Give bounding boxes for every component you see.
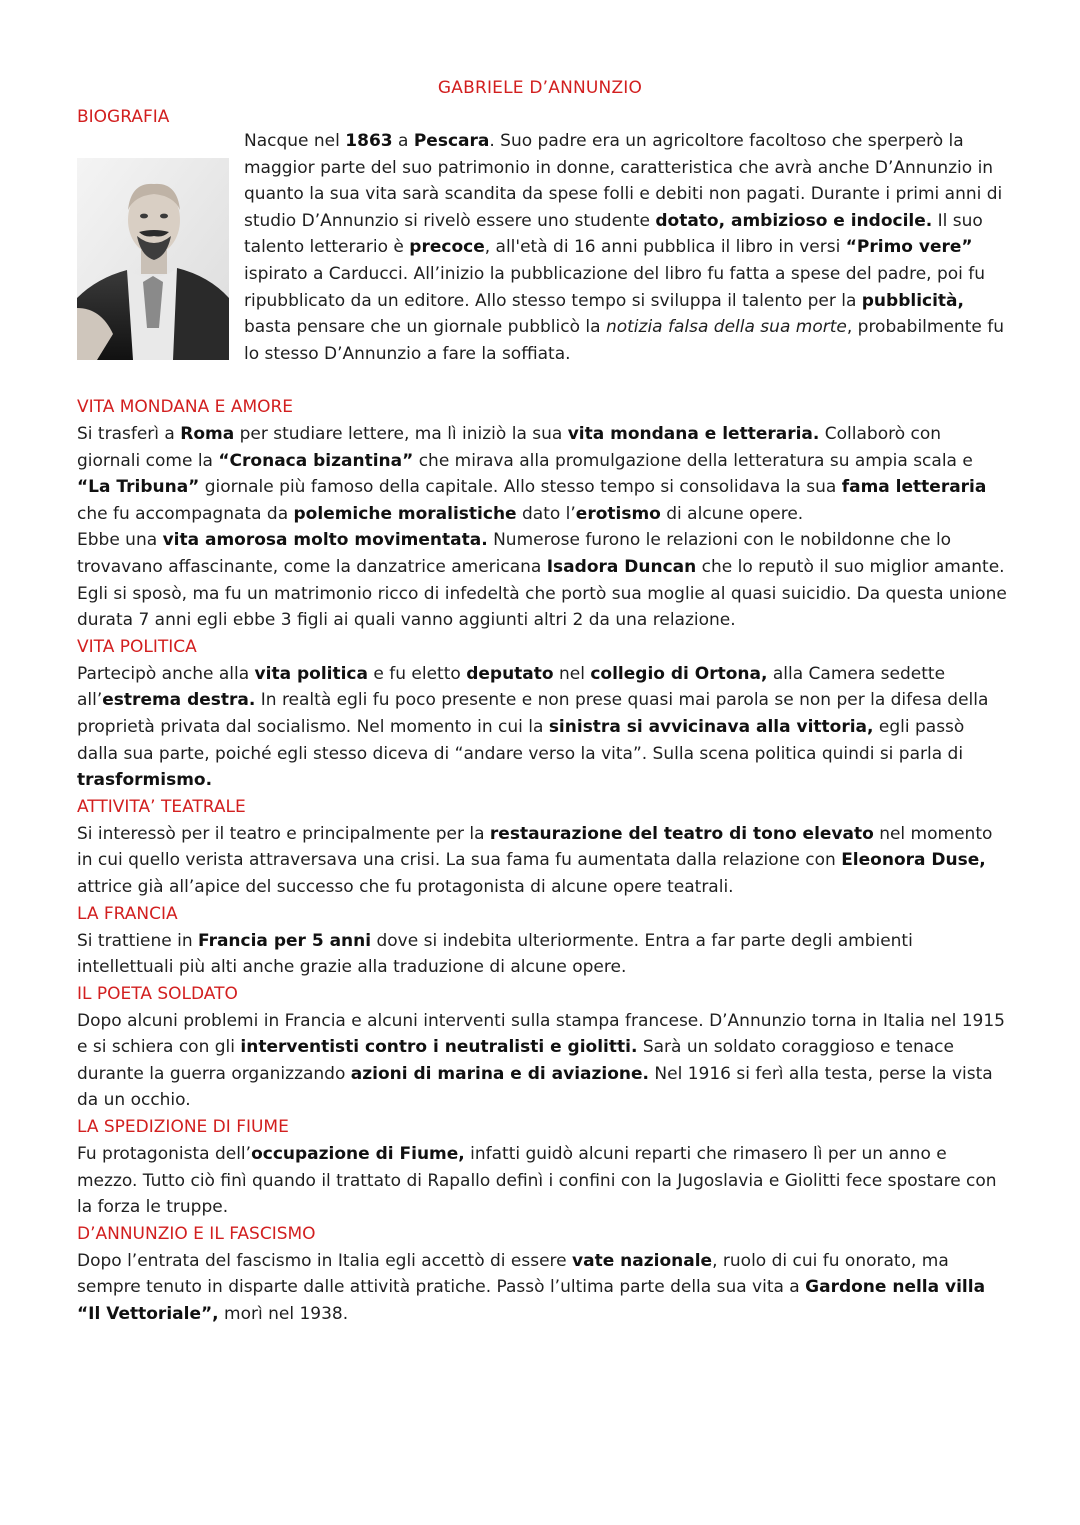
section-heading-vita-politica: VITA POLITICA [77, 636, 197, 657]
paragraph-vita-politica [77, 661, 1007, 794]
bold-text: “Cronaca bizantina” [218, 450, 414, 471]
italic-text: notizia falsa della sua morte [605, 317, 847, 338]
text-run: In realtà egli fu poco presente e non prese quasi mai parola se non per la difesa della proprietà privata dal socialismo. Nel momento in cui la [77, 690, 989, 737]
text-run: Dopo alcuni problemi in Francia e alcuni interventi sulla stampa francese. D’Annunzio torna in Italia nel 1915 e si schiera con gli [77, 1010, 1005, 1058]
text-run: Dopo l’entrata del fascismo in Italia egli accettò di essere [77, 1250, 573, 1271]
bold-text: erotismo [575, 503, 661, 524]
paragraph-vita-mondana [77, 421, 1007, 634]
bold-text: vate nazionale [572, 1250, 713, 1271]
text-run: a [392, 131, 414, 151]
portrait-photo [77, 158, 229, 360]
bold-text: pubblicità, [861, 290, 964, 311]
text-run: Nel 1916 si ferì alla testa, perse la vista da un occhio. [77, 1063, 993, 1111]
bold-text: “La Tribuna” [77, 477, 200, 498]
text-run: che lo reputò il suo miglior amante. Egli si sposò, ma fu un matrimonio ricco di infedeltà che portò sua moglie al quasi suicidio. Da questa unione durata 7 anni egli ebbe 3 figli ai quali vanno aggiunti altri 2 da una relazione. [77, 556, 1007, 631]
text-run: Il suo talento letterario è [244, 210, 983, 258]
text-run: . Suo padre era un agricoltore facoltoso che sperperò la maggior parte del suo patrimonio in donne, caratteristica che avrà anche D’Annunzio in quanto la sua vita sarà scandita da spese folli e debiti non pagati. Durante i primi anni di studio D’Annunzio si rivelò essere uno studente [244, 131, 1003, 231]
bold-text: “Primo vere” [845, 237, 973, 258]
section-heading-poeta-soldato: IL POETA SOLDATO [77, 983, 238, 1004]
bold-text: restaurazione del teatro di tono elevato [489, 823, 874, 844]
text-run: ispirato a Carducci. All’inizio la pubblicazione del libro fu fatta a spese del padre, poi fu ripubblicato da un editore. Allo stesso tempo si sviluppa il talento per la [244, 263, 986, 311]
bold-text: Isadora Duncan [546, 556, 697, 577]
text-run: Si trasferì a [77, 424, 181, 444]
bold-text: collegio di Ortona, [590, 663, 768, 684]
body-sections [77, 394, 1007, 1328]
text-run: , probabilmente fu lo stesso D’Annunzio a fare la soffiata. [244, 317, 1004, 364]
bold-text: 1863 [345, 131, 393, 151]
bold-text: Eleonora Duse, [841, 850, 986, 871]
text-run: Collaborò con giornali come la [77, 424, 942, 471]
bold-text: Francia per 5 anni [198, 930, 372, 951]
text-run: che fu accompagnata da [77, 503, 294, 524]
section-heading-attivita-teatrale: ATTIVITA’ TEATRALE [77, 796, 246, 817]
text-run: dove si indebita ulteriormente. Entra a far parte degli ambienti intellettuali più alti anche grazie alla traduzione di alcune opere. [77, 930, 913, 978]
bold-text: sinistra si avvicinava alla vittoria, [548, 716, 874, 737]
bold-text: vita mondana e letteraria. [567, 424, 820, 444]
text-run: dato l’ [516, 503, 576, 524]
paragraph-fascismo [77, 1248, 1007, 1328]
section-heading-fascismo: D’ANNUNZIO E IL FASCISMO [77, 1223, 316, 1244]
paragraph-poeta-soldato [77, 1008, 1007, 1114]
bold-text: vita amorosa molto movimentata. [162, 530, 488, 551]
bold-text: occupazione di Fiume, [251, 1144, 465, 1165]
text-run: nel [553, 663, 591, 684]
section-heading-biografia: BIOGRAFIA [77, 107, 170, 127]
text-run: di alcune opere. [660, 503, 804, 524]
paragraph-spedizione-fiume [77, 1141, 1007, 1221]
text-run: basta pensare che un giornale pubblicò la [244, 317, 606, 338]
paragraph-attivita-teatrale [77, 821, 1007, 901]
text-run: per studiare lettere, ma lì iniziò la sua [234, 424, 568, 444]
bold-text: dotato, ambizioso e indocile. [655, 210, 933, 231]
text-run: Fu protagonista dell’ [77, 1144, 252, 1165]
text-run: Si trattiene in [77, 930, 199, 951]
bold-text: polemiche moralistiche [293, 503, 517, 524]
bold-text: Gardone nella villa “Il Vettoriale”, [77, 1277, 986, 1325]
text-run: , ruolo di cui fu onorato, ma sempre tenuto in disparte dalle attività pratiche. Passò l’ultima parte della sua vita a [77, 1250, 949, 1298]
text-run: alla Camera sedette all’ [77, 663, 946, 711]
bold-text: estrema destra. [102, 690, 256, 711]
section-heading-la-francia: LA FRANCIA [77, 903, 178, 924]
text-run: morì nel 1938. [218, 1304, 349, 1325]
text-run: infatti guidò alcuni reparti che rimasero lì per un anno e mezzo. Tutto ciò finì quando il trattato di Rapallo definì i confini con la Jugoslavia e Giolitti fece spostare con la forza le truppe. [77, 1144, 997, 1218]
text-run: Numerose furono le relazioni con le nobildonne che lo trovavano affascinante, come la danzatrice americana [77, 530, 952, 577]
paragraph-biografia [244, 128, 1014, 367]
text-run: egli passò dalla sua parte, poiché egli stesso diceva di “andare verso la vita”. Sulla scena politica quindi si parla di [77, 716, 965, 764]
bold-text: fama letteraria [841, 477, 987, 498]
text-run: Nacque nel [244, 131, 346, 151]
text-run: Sarà un soldato coraggioso e tenace durante la guerra organizzando [77, 1037, 954, 1084]
text-run: attrice già all’apice del successo che fu protagonista di alcune opere teatrali. [77, 876, 734, 897]
bold-text: Pescara [413, 131, 490, 151]
bold-text: azioni di marina e di aviazione. [350, 1063, 650, 1084]
text-run: e fu eletto [367, 663, 467, 684]
text-run: nel momento in cui quello verista attraversava una crisi. La sua fama fu aumentata dalla relazione con [77, 823, 993, 871]
text-run: che mirava alla promulgazione della letteratura su ampia scala e [413, 450, 973, 471]
text-run: Partecipò anche alla [77, 663, 255, 684]
page-title: GABRIELE D’ANNUNZIO [437, 78, 643, 98]
text-run: Ebbe una [77, 530, 163, 551]
text-run: , all'età di 16 anni pubblica il libro in versi [484, 237, 846, 258]
paragraph-la-francia [77, 928, 1007, 981]
section-heading-vita-mondana: VITA MONDANA E AMORE [77, 397, 294, 417]
bold-text: deputato [466, 663, 554, 684]
bold-text: vita politica [254, 663, 368, 684]
text-run: giornale più famoso della capitale. Allo stesso tempo si consolidava la sua [199, 477, 842, 498]
bold-text: trasformismo. [77, 770, 213, 791]
bold-text: Roma [180, 424, 235, 444]
bold-text: interventisti contro i neutralisti e giolitti. [240, 1037, 638, 1058]
bold-text: precoce [409, 237, 485, 258]
section-heading-spedizione-fiume: LA SPEDIZIONE DI FIUME [77, 1117, 289, 1138]
text-run: Si interessò per il teatro e principalmente per la [77, 823, 490, 844]
